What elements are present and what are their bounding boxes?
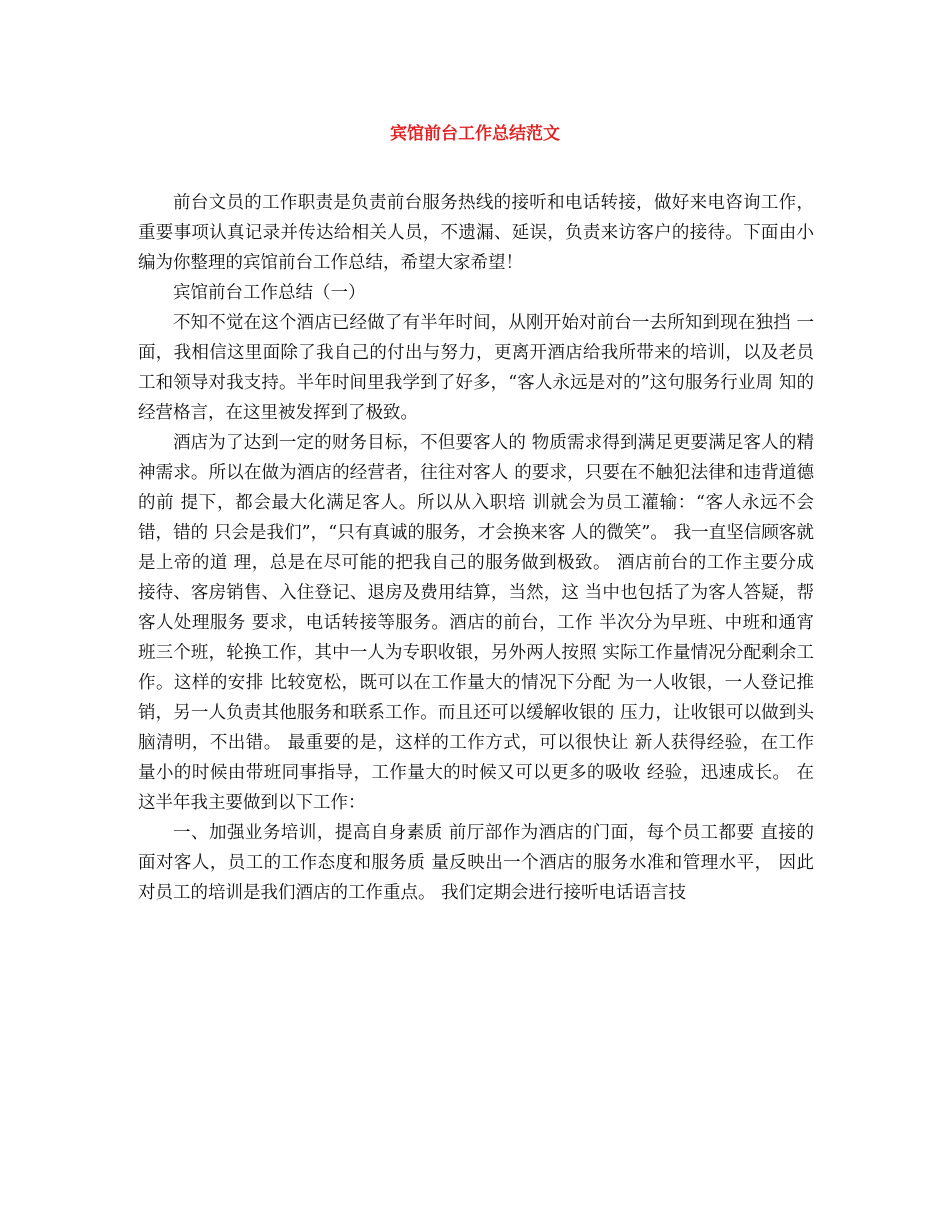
paragraph-half-year: 不知不觉在这个酒店已经做了有半年时间，从刚开始对前台一去所知到现在独挡 一面，我相信这里面除了我自己的付出与努力，更离开酒店给我所带来的培训，以及老员工和领导对我支持。半年时间里我学到了好多，“客人永远是对的”这句服务行业周 知的经营格言，在这里被发挥到了极致。 [138,313,814,423]
paragraph-intro: 前台文员的工作职责是负责前台服务热线的接听和电话转接，做好来电咨询工作，重要事项认真记录并传达给相关人员，不遗漏、延误，负责来访客户的接待。下面由小编为你整理的宾馆前台工作总结，希望大家希望！ [138,193,814,273]
document-title: 宾馆前台工作总结范文 [390,124,560,144]
paragraph-hotel-goals: 酒店为了达到一定的财务目标，不但要客人的 物质需求得到满足更要满足客人的精神需求。所以在做为酒店的经营者，往往对客人 的要求，只要在不触犯法律和违背道德的前 提下，都会最大化满足客人。所以从入职培 训就会为员工灌输：“客人永远不会错，错的 只会是我们”，“只有真诚的服务，才会换来客 人的微笑”。 我一直坚信顾客就是上帝的道 理，总是在尽可能的把我自己的服务做到极致。 酒店前台的工作主要分成接待、客房销售、入住登记、退房及费用结算，当然，这 当中也包括了为客人答疑，帮客人处理服务 要求，电话转接等服务。酒店的前台，工作 半次分为早班、中班和通宵班三个班，轮换工作，其中一人为专职收银，另外两人按照 实际工作量情况分配剩余工作。这样的安排 比较宽松，既可以在工作量大的情况下分配 为一人收银，一人登记推销，另一人负责其他服务和联系工作。而且还可以缓解收银的 压力，让收银可以做到头脑清明，不出错。 最重要的是，这样的工作方式，可以很快让 新人获得经验，在工作量小的时候由带班同事指导，工作量大的时候又可以更多的吸收 经验，迅速成长。 在这半年我主要做到以下工作： [138,433,814,813]
section-heading: 宾馆前台工作总结（一） [173,283,366,303]
paragraph-training: 一、加强业务培训，提高自身素质 前厅部作为酒店的门面，每个员工都要 直接的面对客人，员工的工作态度和服务质 量反映出一个酒店的服务水准和管理水平， 因此对员工的培训是我们酒店的工作重点。 我们定期会进行接听电话语言技 [138,823,814,903]
document-body [138,188,814,908]
